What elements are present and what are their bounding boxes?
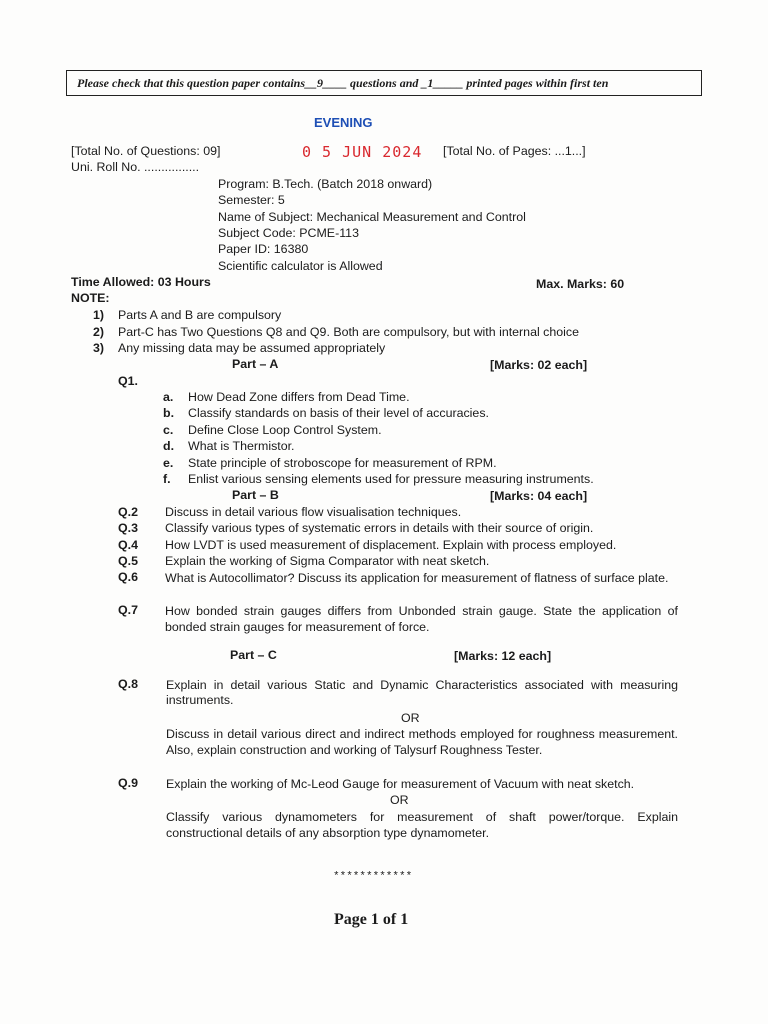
q1-item-letter: c. bbox=[163, 423, 174, 437]
question-number: Q.6 bbox=[118, 570, 138, 584]
semester: Semester: 5 bbox=[218, 193, 285, 207]
total-pages: [Total No. of Pages: ...1...] bbox=[443, 144, 586, 158]
q1-number: Q1. bbox=[118, 374, 138, 388]
q1-item-text: Enlist various sensing elements used for pressure measuring instruments. bbox=[188, 472, 594, 486]
subject-name: Name of Subject: Mechanical Measurement and Control bbox=[218, 210, 526, 224]
date-stamp: 0 5 JUN 2024 bbox=[302, 143, 423, 161]
total-questions: [Total No. of Questions: 09] bbox=[71, 144, 221, 158]
note-label: NOTE: bbox=[71, 291, 110, 305]
part-b-marks: [Marks: 04 each] bbox=[490, 489, 588, 503]
q1-item-text: How Dead Zone differs from Dead Time. bbox=[188, 390, 410, 404]
q9-option-a: Explain the working of Mc-Leod Gauge for measurement of Vacuum with neat sketch. bbox=[166, 777, 635, 791]
note-text: Parts A and B are compulsory bbox=[118, 308, 282, 322]
banner-text: Please check that this question paper contains__9____ questions and _1_____ printed pages within first ten bbox=[77, 75, 609, 90]
note-number: 2) bbox=[93, 325, 105, 339]
question-text: How LVDT is used measurement of displacement. Explain with process employed. bbox=[165, 538, 617, 552]
q1-item-text: Classify standards on basis of their level of accuracies. bbox=[188, 406, 489, 420]
q1-item-text: Define Close Loop Control System. bbox=[188, 423, 382, 437]
q1-item-letter: e. bbox=[163, 456, 174, 470]
question-text: Classify various types of systematic errors in details with their source of origin. bbox=[165, 521, 594, 535]
q8-option-b: Discuss in detail various direct and indirect methods employed for roughness measurement. Also, explain construction and working of Talysurf Roughness Tester. bbox=[166, 727, 678, 757]
q1-item-letter: f. bbox=[163, 472, 171, 486]
question-text: Discuss in detail various flow visualisation techniques. bbox=[165, 505, 462, 519]
subject-code: Subject Code: PCME-113 bbox=[218, 226, 359, 240]
calculator-note: Scientific calculator is Allowed bbox=[218, 259, 383, 273]
roll-no: Uni. Roll No. ................ bbox=[71, 160, 200, 174]
q8-option-a: Explain in detail various Static and Dynamic Characteristics associated with measuring instruments. bbox=[166, 678, 678, 707]
q9-option-b: Classify various dynamometers for measurement of shaft power/torque. Explain constructional details of any absorption type dynamometer. bbox=[166, 810, 678, 840]
question-number: Q.4 bbox=[118, 538, 138, 552]
session-label: EVENING bbox=[314, 115, 373, 130]
separator-stars: ************ bbox=[333, 871, 413, 883]
question-number: Q.5 bbox=[118, 554, 138, 568]
or-divider: OR bbox=[401, 711, 420, 725]
q8-number: Q.8 bbox=[118, 677, 138, 691]
note-number: 3) bbox=[93, 341, 105, 355]
paper-check-banner bbox=[66, 70, 702, 96]
page-footer: Page 1 of 1 bbox=[334, 911, 409, 928]
q1-item-letter: a. bbox=[163, 390, 174, 404]
q1-item-text: State principle of stroboscope for measurement of RPM. bbox=[188, 456, 497, 470]
q1-item-letter: b. bbox=[163, 406, 175, 420]
part-c-marks: [Marks: 12 each] bbox=[454, 649, 552, 663]
question-text: What is Autocollimator? Discuss its application for measurement of flatness of surface plate. bbox=[165, 571, 669, 585]
part-c-title: Part – C bbox=[230, 648, 277, 662]
part-a-title: Part – A bbox=[232, 357, 279, 371]
note-number: 1) bbox=[93, 308, 105, 322]
program: Program: B.Tech. (Batch 2018 onward) bbox=[218, 177, 433, 191]
part-b-title: Part – B bbox=[232, 488, 279, 502]
max-marks: Max. Marks: 60 bbox=[536, 277, 625, 291]
question-text: Explain the working of Sigma Comparator with neat sketch. bbox=[165, 554, 490, 568]
paper-id: Paper ID: 16380 bbox=[218, 242, 309, 256]
part-a-marks: [Marks: 02 each] bbox=[490, 358, 588, 372]
note-text: Any missing data may be assumed appropriately bbox=[118, 341, 386, 355]
question-number: Q.2 bbox=[118, 505, 138, 519]
question-number: Q.7 bbox=[118, 603, 138, 617]
q9-number: Q.9 bbox=[118, 776, 138, 790]
or-divider: OR bbox=[390, 793, 409, 807]
note-text: Part-C has Two Questions Q8 and Q9. Both are compulsory, but with internal choice bbox=[118, 325, 579, 339]
q1-item-text: What is Thermistor. bbox=[188, 439, 295, 453]
time-allowed: Time Allowed: 03 Hours bbox=[71, 275, 211, 289]
question-number: Q.3 bbox=[118, 521, 138, 535]
question-text: How bonded strain gauges differs from Unbonded strain gauge. State the application of bonded strain gauges for measurement of force. bbox=[165, 604, 678, 634]
q1-item-letter: d. bbox=[163, 439, 175, 453]
